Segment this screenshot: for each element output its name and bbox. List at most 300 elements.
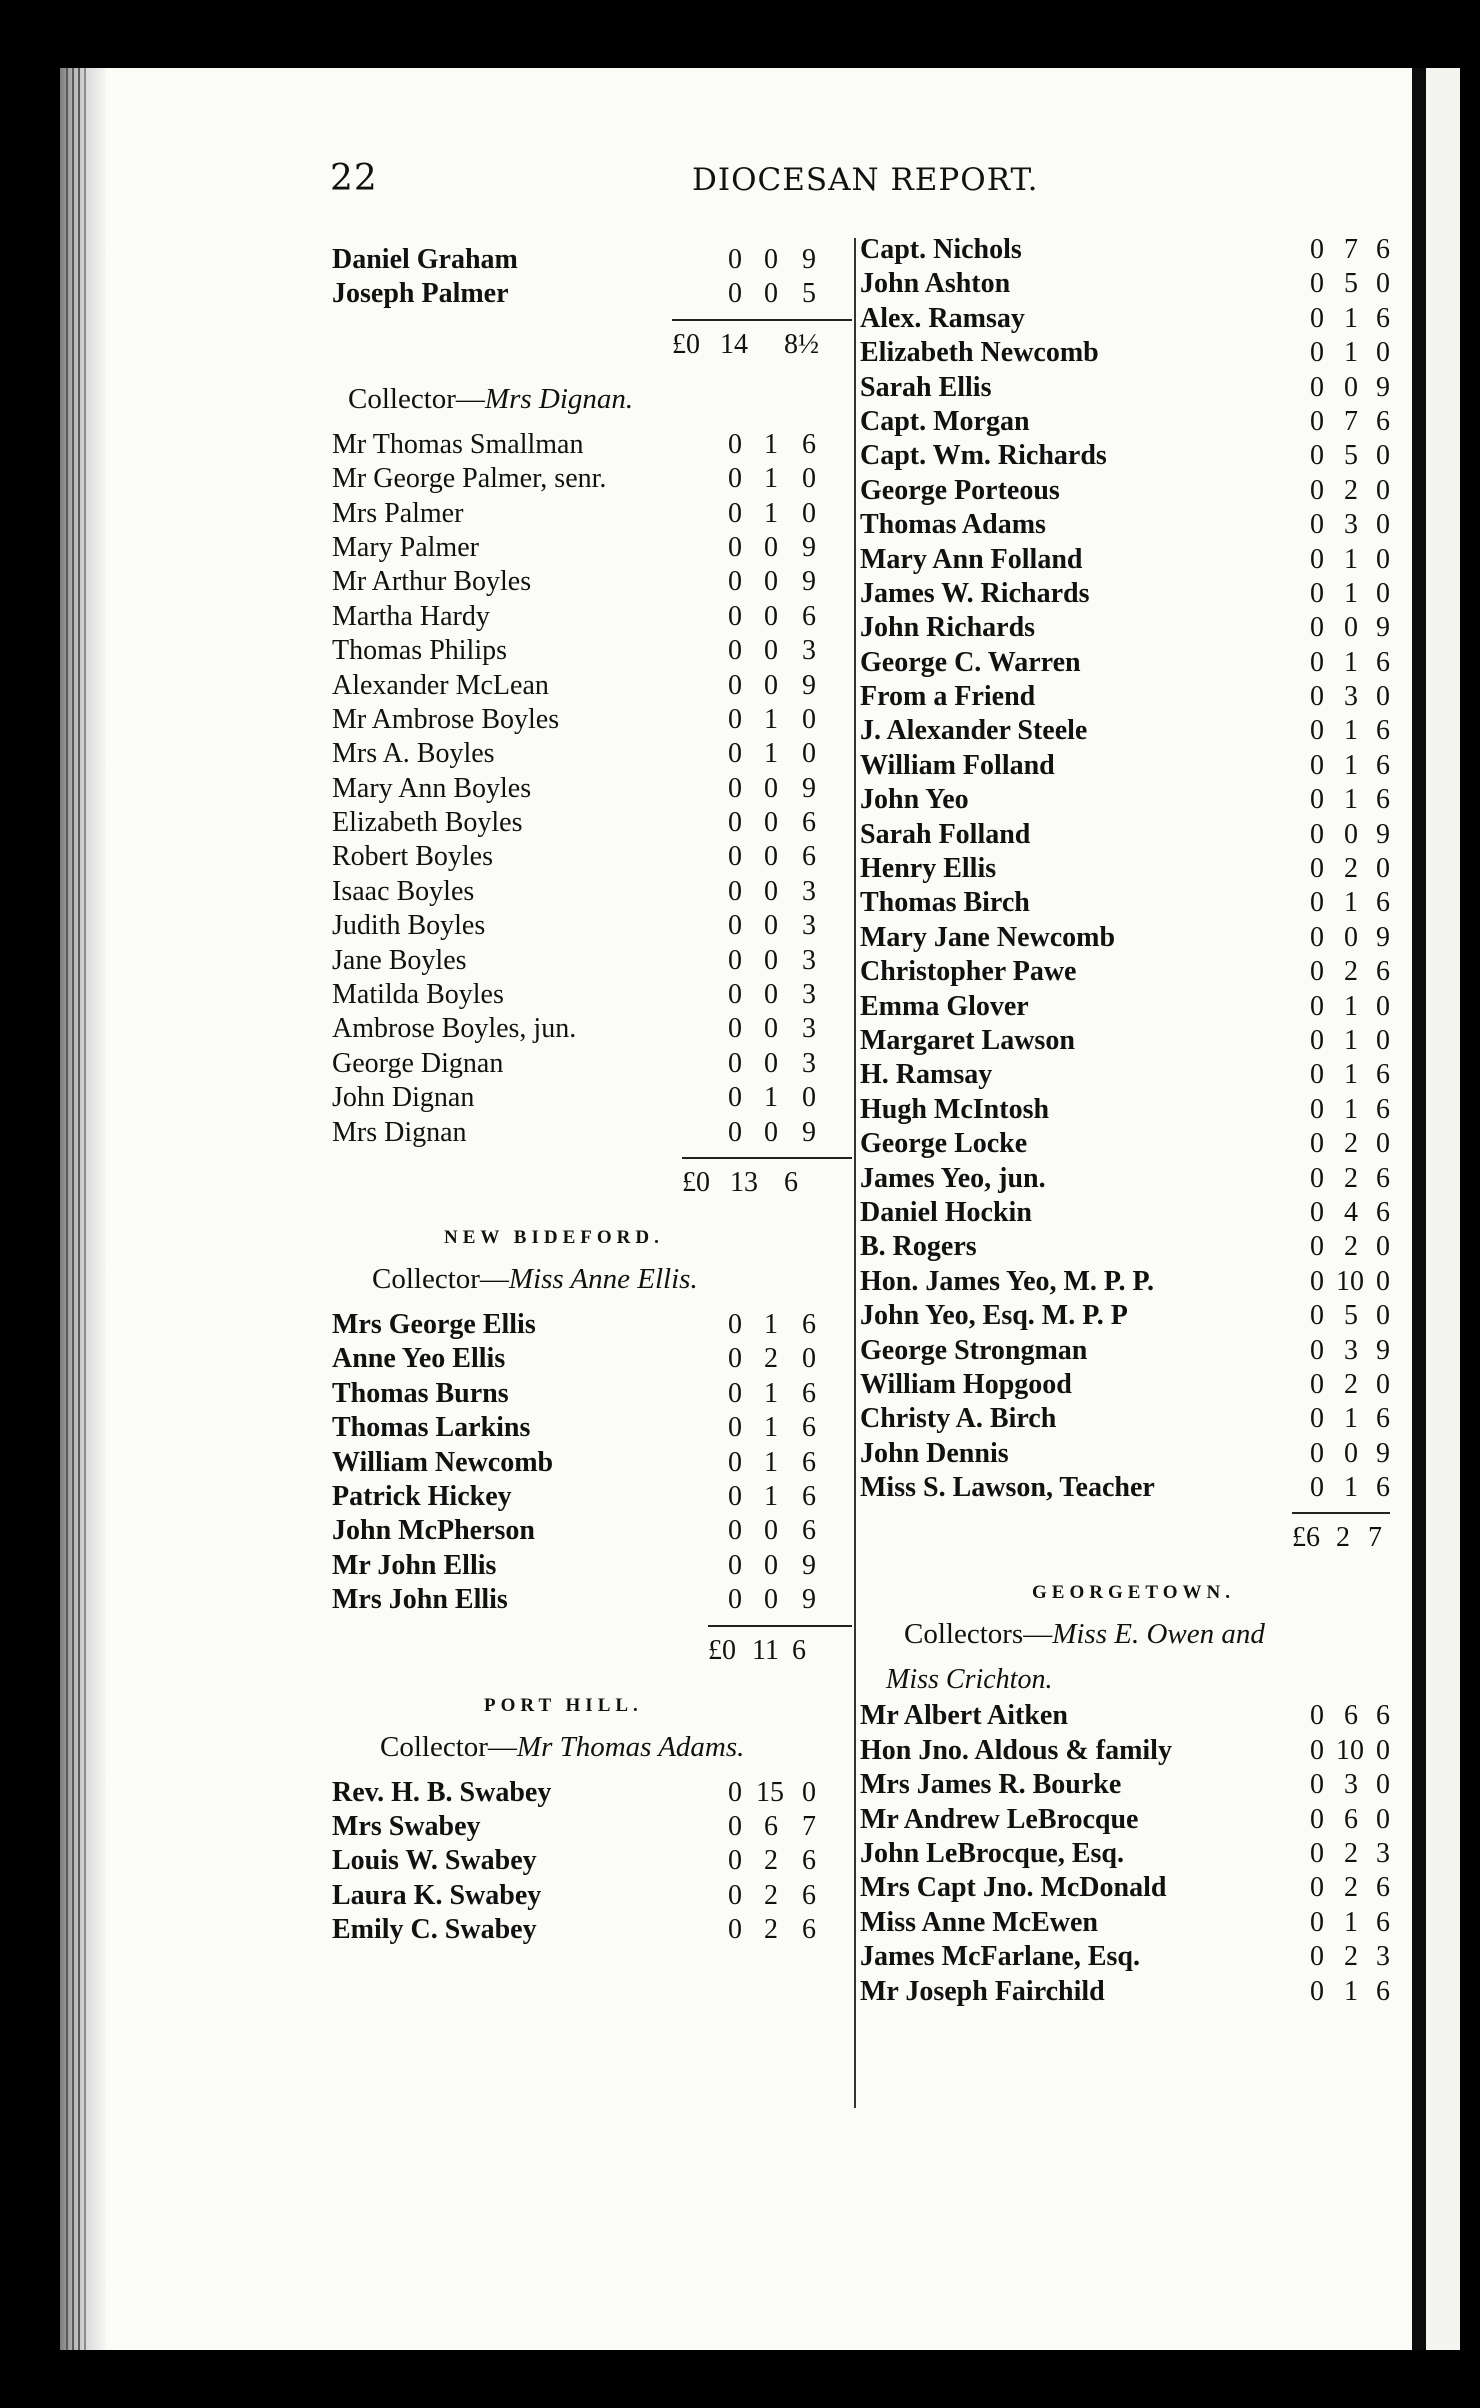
shillings-value: 6 <box>1344 1700 1358 1732</box>
pence-value: 5 <box>802 278 816 310</box>
collector-prefix: Collector— <box>372 1262 509 1295</box>
list-item <box>332 463 852 497</box>
total-pounds: £0 <box>708 1634 736 1666</box>
contributor-name: Mary Ann Boyles <box>332 772 532 804</box>
pence-value: 0 <box>1376 440 1390 472</box>
shillings-value: 1 <box>764 738 778 770</box>
pounds-value: 0 <box>1310 1838 1324 1870</box>
pence-value: 0 <box>1376 1265 1390 1297</box>
spacer <box>332 373 852 383</box>
pence-value: 6 <box>1376 1059 1390 1091</box>
shillings-value: 0 <box>764 979 778 1011</box>
contributor-name: James Yeo, jun. <box>860 1162 1046 1194</box>
list-item <box>860 475 1390 509</box>
list-item <box>332 979 852 1013</box>
pence-value: 0 <box>1376 337 1390 369</box>
pence-value: 0 <box>1376 509 1390 541</box>
shillings-value: 1 <box>1344 1403 1358 1435</box>
shillings-value: 0 <box>764 841 778 873</box>
list-item <box>332 1550 852 1584</box>
collector-line <box>332 1263 852 1309</box>
contributor-name: Christopher Pawe <box>860 956 1077 988</box>
contributor-name: Mrs George Ellis <box>332 1308 536 1340</box>
contributor-name: Mary Ann Folland <box>860 543 1083 575</box>
pounds-value: 0 <box>728 463 742 495</box>
list-item <box>860 337 1390 371</box>
pence-value: 9 <box>802 244 816 275</box>
section-title: PORT HILL. <box>484 1694 643 1716</box>
pounds-value: 0 <box>1310 474 1324 506</box>
contributor-name: B. Rogers <box>860 1231 977 1263</box>
pence-value: 3 <box>802 944 816 976</box>
pence-value: 9 <box>1376 818 1390 850</box>
contributor-name: Thomas Adams <box>860 509 1046 541</box>
pence-value: 9 <box>1376 612 1390 644</box>
pence-value: 9 <box>802 531 816 563</box>
pence-value: 6 <box>1376 1975 1390 2007</box>
contributor-name: John LeBrocque, Esq. <box>860 1838 1124 1870</box>
total-pence: 6 <box>792 1634 806 1666</box>
list-item <box>332 1082 852 1116</box>
shillings-value: 3 <box>1344 1334 1358 1366</box>
pounds-value: 0 <box>1310 234 1324 265</box>
contributor-name: Elizabeth Boyles <box>332 807 523 839</box>
pounds-value: 0 <box>728 1480 742 1512</box>
pence-value: 0 <box>1376 1769 1390 1801</box>
contributor-name: Capt. Nichols <box>860 234 1022 265</box>
contributor-name: William Folland <box>860 749 1055 781</box>
shillings-value: 5 <box>1344 1300 1358 1332</box>
list-item <box>860 1472 1390 1506</box>
shillings-value: 0 <box>1344 612 1358 644</box>
pounds-value: 0 <box>1310 818 1324 850</box>
contributor-name: John McPherson <box>332 1515 535 1547</box>
pence-value: 6 <box>802 1377 816 1409</box>
list-item <box>332 498 852 532</box>
right-column <box>860 234 1390 2010</box>
shillings-value: 2 <box>1344 1368 1358 1400</box>
pounds-value: 0 <box>728 1810 742 1842</box>
list-item <box>860 1403 1390 1437</box>
list-item <box>860 853 1390 887</box>
contributor-name: Alex. Ramsay <box>860 302 1025 334</box>
pounds-value: 0 <box>728 1776 742 1808</box>
book-spine <box>60 68 106 2350</box>
list-item <box>332 1343 852 1377</box>
shillings-value: 1 <box>1344 887 1358 919</box>
shillings-value: 1 <box>764 463 778 495</box>
pounds-value: 0 <box>728 1914 742 1946</box>
pence-value: 9 <box>1376 921 1390 953</box>
list-item <box>332 1811 852 1845</box>
shillings-value: 0 <box>764 772 778 804</box>
pounds-value: 0 <box>1310 1368 1324 1400</box>
list-item <box>332 773 852 807</box>
list-item <box>860 1700 1390 1734</box>
contributor-name: Anne Yeo Ellis <box>332 1343 506 1375</box>
pounds-value: 0 <box>1310 681 1324 713</box>
contributor-name: William Newcomb <box>332 1446 554 1478</box>
collector-name: Mr Thomas Adams. <box>516 1730 745 1763</box>
pounds-value: 0 <box>1310 1196 1324 1228</box>
shillings-value: 0 <box>764 669 778 701</box>
pence-value: 6 <box>802 1412 816 1444</box>
contributor-name: James McFarlane, Esq. <box>860 1941 1140 1973</box>
contributor-name: Judith Boyles <box>332 910 486 942</box>
pounds-value: 0 <box>1310 990 1324 1022</box>
list-item <box>332 244 852 278</box>
list-item <box>860 681 1390 715</box>
shillings-value: 0 <box>764 944 778 976</box>
contributor-name: Mr George Palmer, senr. <box>332 463 607 495</box>
collector-text <box>348 383 633 416</box>
pounds-value: 0 <box>1310 1941 1324 1973</box>
shillings-value: 6 <box>1344 1803 1358 1835</box>
shillings-value: 1 <box>1344 1059 1358 1091</box>
pounds-value: 0 <box>728 428 742 460</box>
contributor-name: Sarah Ellis <box>860 371 992 403</box>
contributor-name: Mrs James R. Bourke <box>860 1769 1122 1801</box>
pence-value: 0 <box>1376 681 1390 713</box>
shillings-value: 1 <box>1344 784 1358 816</box>
pounds-value: 0 <box>1310 887 1324 919</box>
pence-value: 0 <box>802 703 816 735</box>
contributor-name: Daniel Graham <box>332 244 518 275</box>
pence-value: 0 <box>802 1776 816 1808</box>
list-item <box>860 819 1390 853</box>
pence-value: 6 <box>1376 1472 1390 1504</box>
pence-value: 0 <box>1376 268 1390 300</box>
pence-value: 0 <box>1376 990 1390 1022</box>
shillings-value: 0 <box>1344 1437 1358 1469</box>
list-item <box>860 1335 1390 1369</box>
pounds-value: 0 <box>1310 268 1324 300</box>
contributor-name: John Richards <box>860 612 1036 644</box>
contributor-name: Isaac Boyles <box>332 875 475 907</box>
shillings-value: 1 <box>764 428 778 460</box>
pounds-value: 0 <box>1310 337 1324 369</box>
total-shillings: 14 <box>720 328 748 360</box>
total-row <box>332 329 852 373</box>
contributor-name: Miss S. Lawson, Teacher <box>860 1472 1155 1504</box>
rule-line <box>708 1625 852 1627</box>
next-page-edge <box>1426 68 1460 2350</box>
pounds-value: 0 <box>1310 577 1324 609</box>
list-item <box>332 1013 852 1047</box>
list-item <box>332 1880 852 1914</box>
pence-value: 9 <box>802 772 816 804</box>
list-item <box>860 544 1390 578</box>
contributor-name: Thomas Birch <box>860 887 1030 919</box>
pounds-value: 0 <box>1310 371 1324 403</box>
shillings-value: 3 <box>1344 1769 1358 1801</box>
pence-value: 9 <box>802 669 816 701</box>
pence-value: 0 <box>1376 474 1390 506</box>
shillings-value: 1 <box>764 1446 778 1478</box>
pence-value: 0 <box>1376 543 1390 575</box>
list-item <box>332 1584 852 1618</box>
contributor-name: John Yeo <box>860 784 969 816</box>
shillings-value: 0 <box>1344 818 1358 850</box>
shillings-value: 1 <box>764 703 778 735</box>
pence-value: 6 <box>1376 1906 1390 1938</box>
pounds-value: 0 <box>728 910 742 942</box>
pounds-value: 0 <box>728 1845 742 1877</box>
total-shillings: 11 <box>752 1634 779 1666</box>
book-page <box>60 68 1460 2350</box>
pounds-value: 0 <box>1310 1024 1324 1056</box>
shillings-value: 2 <box>1344 1128 1358 1160</box>
shillings-value: 1 <box>1344 543 1358 575</box>
contributor-name: Laura K. Swabey <box>332 1879 542 1911</box>
contributor-name: Matilda Boyles <box>332 979 504 1011</box>
contributor-name: Hon Jno. Aldous & family <box>860 1734 1172 1766</box>
shillings-value: 2 <box>764 1845 778 1877</box>
pounds-value: 0 <box>1310 1334 1324 1366</box>
list-item <box>860 234 1390 268</box>
pence-value: 9 <box>1376 1334 1390 1366</box>
list-item <box>332 1914 852 1948</box>
pounds-value: 0 <box>1310 784 1324 816</box>
pence-value: 6 <box>1376 302 1390 334</box>
list-item <box>332 1447 852 1481</box>
total-pounds: £6 <box>1292 1522 1320 1554</box>
shillings-value: 2 <box>1344 1162 1358 1194</box>
pounds-value: 0 <box>1310 853 1324 885</box>
pence-value: 0 <box>1376 577 1390 609</box>
contributor-name: Emily C. Swabey <box>332 1914 537 1946</box>
pounds-value: 0 <box>1310 1300 1324 1332</box>
pounds-value: 0 <box>728 1879 742 1911</box>
shillings-value: 1 <box>1344 1093 1358 1125</box>
pence-value: 3 <box>802 635 816 667</box>
pounds-value: 0 <box>728 566 742 598</box>
list-item <box>332 566 852 600</box>
list-item <box>860 1266 1390 1300</box>
contributor-name: George Porteous <box>860 474 1060 506</box>
pence-value: 0 <box>1376 1024 1390 1056</box>
shillings-value: 0 <box>764 1549 778 1581</box>
pounds-value: 0 <box>1310 1472 1324 1504</box>
shillings-value: 0 <box>764 600 778 632</box>
list-item <box>332 429 852 463</box>
list-item <box>860 578 1390 612</box>
list-item <box>860 647 1390 681</box>
shillings-value: 15 <box>756 1776 784 1808</box>
shillings-value: 0 <box>764 1515 778 1547</box>
list-item <box>332 635 852 669</box>
list-item <box>332 278 852 312</box>
list-item <box>860 1872 1390 1906</box>
total-rule <box>332 1151 852 1167</box>
pounds-value: 0 <box>1310 440 1324 472</box>
pounds-value: 0 <box>1310 1769 1324 1801</box>
contributor-name: Elizabeth Newcomb <box>860 337 1099 369</box>
list-item <box>860 1128 1390 1162</box>
shillings-value: 2 <box>764 1914 778 1946</box>
pounds-value: 0 <box>728 1446 742 1478</box>
list-item <box>860 784 1390 818</box>
contributor-name: Thomas Burns <box>332 1377 509 1409</box>
shillings-value: 1 <box>764 1082 778 1114</box>
section-title: GEORGETOWN. <box>1032 1582 1235 1604</box>
contributor-name: George Strongman <box>860 1334 1088 1366</box>
contributor-name: Mr Thomas Smallman <box>332 428 584 460</box>
shillings-value: 0 <box>764 244 778 275</box>
pence-value: 6 <box>1376 715 1390 747</box>
pence-value: 0 <box>1376 1803 1390 1835</box>
pounds-value: 0 <box>1310 1059 1324 1091</box>
pounds-value: 0 <box>728 1047 742 1079</box>
pounds-value: 0 <box>728 875 742 907</box>
list-item <box>332 1845 852 1879</box>
contributor-name: Rev. H. B. Swabey <box>332 1776 552 1808</box>
shillings-value: 2 <box>1344 1231 1358 1263</box>
pounds-value: 0 <box>728 1116 742 1148</box>
pounds-value: 0 <box>1310 1231 1324 1263</box>
total-shillings: 2 <box>1336 1522 1350 1554</box>
shillings-value: 0 <box>764 807 778 839</box>
pence-value: 6 <box>1376 749 1390 781</box>
pounds-value: 0 <box>1310 956 1324 988</box>
pence-value: 9 <box>802 566 816 598</box>
list-item <box>860 1163 1390 1197</box>
total-pence: 7 <box>1368 1522 1382 1554</box>
pounds-value: 0 <box>728 1412 742 1444</box>
shillings-value: 1 <box>1344 1024 1358 1056</box>
shillings-value: 7 <box>1344 405 1358 437</box>
shillings-value: 1 <box>1344 1472 1358 1504</box>
pounds-value: 0 <box>728 841 742 873</box>
collector-name: Miss E. Owen and <box>1052 1618 1265 1651</box>
shillings-value: 10 <box>1336 1734 1364 1766</box>
pounds-value: 0 <box>728 600 742 632</box>
shillings-value: 2 <box>1344 1872 1358 1904</box>
list-item <box>860 1941 1390 1975</box>
shillings-value: 1 <box>764 497 778 529</box>
collector-prefix: Collectors— <box>904 1618 1053 1651</box>
pounds-value: 0 <box>728 1584 742 1616</box>
shillings-value: 1 <box>1344 1906 1358 1938</box>
list-item <box>860 509 1390 543</box>
pence-value: 6 <box>1376 646 1390 678</box>
shillings-value: 1 <box>1344 577 1358 609</box>
shillings-value: 0 <box>764 278 778 310</box>
pence-value: 6 <box>1376 887 1390 919</box>
shillings-value: 0 <box>764 531 778 563</box>
contributor-name: Mrs Palmer <box>332 497 464 529</box>
contributor-name: Capt. Morgan <box>860 405 1030 437</box>
collector-name: Mrs Dignan. <box>484 382 634 415</box>
list-item <box>860 1804 1390 1838</box>
pence-value: 3 <box>802 979 816 1011</box>
pence-value: 3 <box>1376 1838 1390 1870</box>
pounds-value: 0 <box>1310 1734 1324 1766</box>
pence-value: 0 <box>1376 1300 1390 1332</box>
pounds-value: 0 <box>728 669 742 701</box>
shillings-value: 6 <box>764 1810 778 1842</box>
pounds-value: 0 <box>728 531 742 563</box>
list-item <box>332 807 852 841</box>
collector-line-continued <box>860 1664 1390 1700</box>
list-item <box>860 1197 1390 1231</box>
list-item <box>860 372 1390 406</box>
pounds-value: 0 <box>1310 509 1324 541</box>
shillings-value: 10 <box>1336 1265 1364 1297</box>
contributor-name: Mrs Dignan <box>332 1116 467 1148</box>
shillings-value: 1 <box>764 1377 778 1409</box>
list-item <box>860 750 1390 784</box>
list-item <box>860 887 1390 921</box>
contributor-name: Mr Arthur Boyles <box>332 566 532 598</box>
list-item <box>332 532 852 566</box>
pounds-value: 0 <box>1310 1906 1324 1938</box>
list-item <box>860 715 1390 749</box>
pounds-value: 0 <box>728 772 742 804</box>
contributor-name: Mr Andrew LeBrocque <box>860 1803 1139 1835</box>
pence-value: 0 <box>1376 1368 1390 1400</box>
shillings-value: 0 <box>1344 371 1358 403</box>
pence-value: 7 <box>802 1810 816 1842</box>
list-item <box>860 1907 1390 1941</box>
pence-value: 6 <box>802 1845 816 1877</box>
list-item <box>332 670 852 704</box>
contributor-name: Henry Ellis <box>860 853 997 885</box>
pounds-value: 0 <box>728 244 742 275</box>
contributor-name: From a Friend <box>860 681 1036 713</box>
list-item <box>860 1838 1390 1872</box>
pounds-value: 0 <box>728 497 742 529</box>
pounds-value: 0 <box>1310 646 1324 678</box>
shillings-value: 2 <box>1344 1941 1358 1973</box>
shillings-value: 0 <box>764 1013 778 1045</box>
list-item <box>860 440 1390 474</box>
page-gutter <box>1412 68 1426 2350</box>
list-item <box>332 704 852 738</box>
collector-text <box>380 1731 744 1764</box>
contributor-name: Mary Jane Newcomb <box>860 921 1116 953</box>
contributor-name: Mr Ambrose Boyles <box>332 703 560 735</box>
pence-value: 3 <box>802 910 816 942</box>
shillings-value: 0 <box>764 1116 778 1148</box>
list-item <box>332 1309 852 1343</box>
total-row <box>332 1167 852 1211</box>
total-rule <box>860 1506 1390 1522</box>
list-item <box>860 1438 1390 1472</box>
contributor-name: Capt. Wm. Richards <box>860 440 1107 472</box>
list-item <box>860 1025 1390 1059</box>
pence-value: 0 <box>1376 1128 1390 1160</box>
shillings-value: 1 <box>1344 302 1358 334</box>
pounds-value: 0 <box>728 703 742 735</box>
pounds-value: 0 <box>1310 302 1324 334</box>
contributor-name: John Ashton <box>860 268 1011 300</box>
pence-value: 6 <box>802 1879 816 1911</box>
list-item <box>860 991 1390 1025</box>
collector-line <box>332 383 852 429</box>
shillings-value: 0 <box>764 1047 778 1079</box>
contributor-name: H. Ramsay <box>860 1059 993 1091</box>
shillings-value: 1 <box>1344 715 1358 747</box>
pounds-value: 0 <box>1310 921 1324 953</box>
pence-value: 0 <box>802 1082 816 1114</box>
collector-name: Miss Anne Ellis. <box>508 1262 698 1295</box>
list-item <box>332 910 852 944</box>
pence-value: 6 <box>802 1914 816 1946</box>
list-item <box>332 1777 852 1811</box>
pence-value: 0 <box>1376 1734 1390 1766</box>
list-item <box>860 922 1390 956</box>
